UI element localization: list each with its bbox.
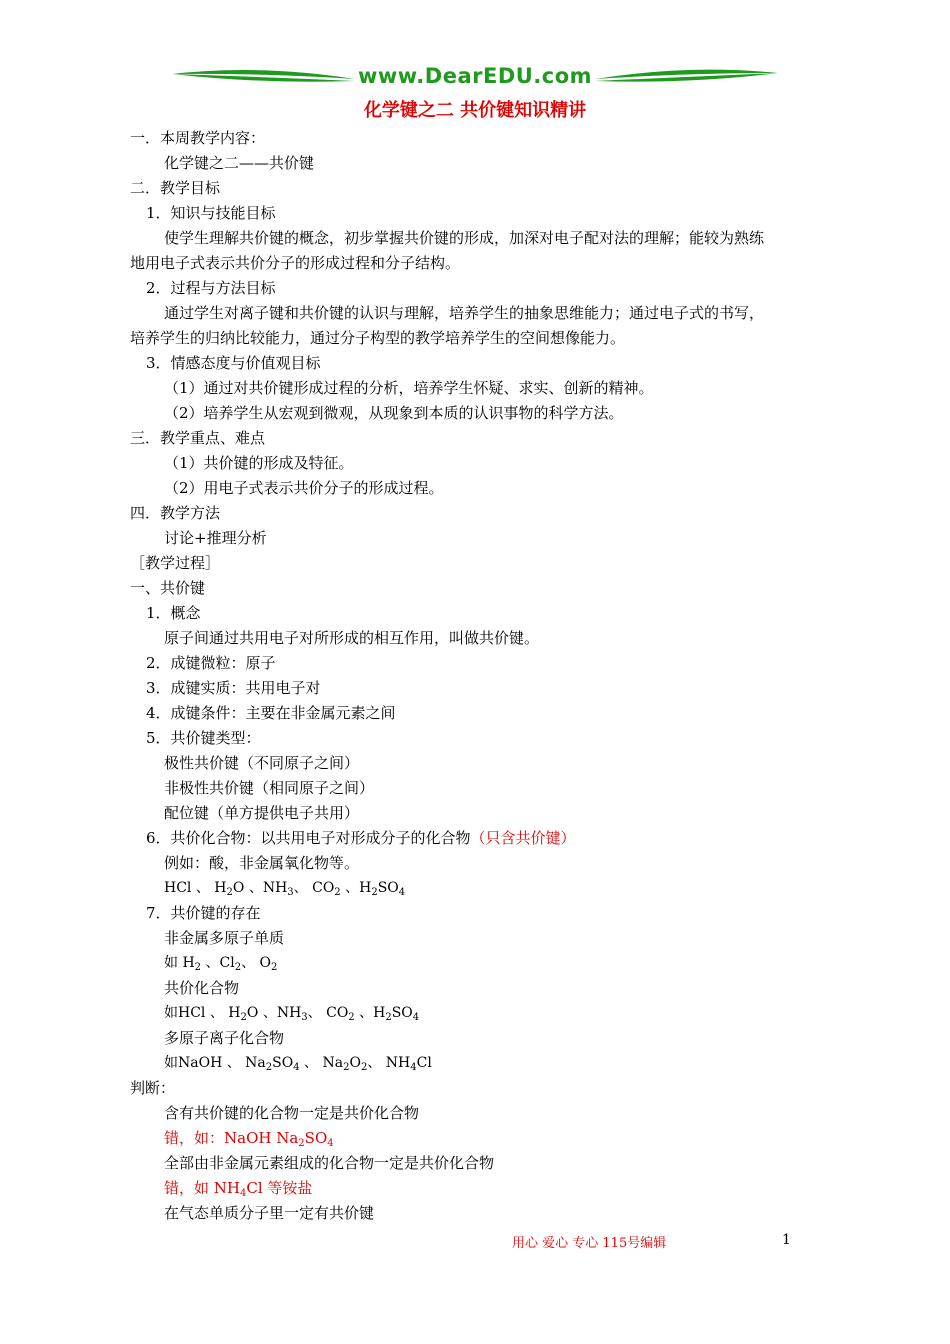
text-line: 通过学生对离子键和共价键的认识与理解，培养学生的抽象思维能力；通过电子式的书写， xyxy=(164,304,765,322)
formula-line: 如 $H_2$ 、$Cl_2$、 $O_2$ xyxy=(164,955,278,973)
section-heading: ［教学过程］ xyxy=(130,554,221,572)
text-line: （1）共价键的形成及特征。 xyxy=(164,454,354,472)
text-line: （1）通过对共价键形成过程的分析，培养学生怀疑、求实、创新的精神。 xyxy=(164,379,654,397)
footer-text: 用心 爱心 专心 115号编辑 xyxy=(512,1236,667,1251)
subsection-heading: 1．概念 xyxy=(146,604,201,622)
section-heading: 一．本周教学内容： xyxy=(130,129,266,147)
section-heading: 四．教学方法 xyxy=(130,504,221,522)
formula-text: 如 H xyxy=(164,955,195,971)
text-line: （2）用电子式表示共价分子的形成过程。 xyxy=(164,479,444,497)
text-line: 地用电子式表示共价分子的形成过程和分子结构。 xyxy=(130,254,461,272)
text-line: 非极性共价键（相同原子之间） xyxy=(164,779,375,797)
formula-text: HCl 、 H xyxy=(164,880,227,896)
site-url[interactable]: www.DearEDU.com xyxy=(357,64,593,88)
subsection-heading: 3．成键实质：共用电子对 xyxy=(146,679,321,697)
text-line: 讨论+推理分析 xyxy=(164,529,267,547)
text-line: 全部由非金属元素组成的化合物一定是共价化合物 xyxy=(164,1154,495,1172)
text-line: 例如：酸，非金属氧化物等。 xyxy=(164,854,360,872)
formula-line: 如NaOH 、 $Na_2SO_4$ 、 $Na_2O_2$、 $NH_4Cl$ xyxy=(164,1055,432,1073)
subsection-heading xyxy=(146,828,576,848)
answer-text: 错，如 NH xyxy=(164,1179,240,1197)
text-line: 含有共价键的化合物一定是共价化合物 xyxy=(164,1104,420,1122)
text-line: 在气态单质分子里一定有共价键 xyxy=(164,1204,375,1222)
text-line: 原子间通过共用电子对所形成的相互作用，叫做共价键。 xyxy=(164,629,540,647)
text-span: 6．共价化合物：以共用电子对形成分子的化合物 xyxy=(146,829,471,847)
section-heading: 三．教学重点、难点 xyxy=(130,429,266,447)
formula-text: 如NaOH 、 Na xyxy=(164,1055,266,1071)
subsection-heading: 5．共价键类型： xyxy=(146,729,261,747)
site-header xyxy=(170,62,780,92)
subsection-heading: 1．知识与技能目标 xyxy=(146,204,276,222)
text-line: 配位键（单方提供电子共用） xyxy=(164,804,360,822)
subsection-heading: 2．过程与方法目标 xyxy=(146,279,276,297)
text-line: 多原子离子化合物 xyxy=(164,1029,285,1047)
answer-line: 错，如 $NH_4Cl$ 等铵盐 xyxy=(164,1179,313,1199)
page-number: 1 xyxy=(782,1232,791,1248)
answer-line: 错，如：NaOH $Na_2SO_4$ xyxy=(164,1129,334,1149)
section-heading: 一、共价键 xyxy=(130,579,206,597)
section-heading: 二．教学目标 xyxy=(130,179,221,197)
subsection-heading: 3．情感态度与价值观目标 xyxy=(146,354,321,372)
formula-text: 如HCl 、 H xyxy=(164,1005,241,1021)
text-line: 化学键之二——共价键 xyxy=(164,154,315,172)
page-title: 化学键之二 共价键知识精讲 xyxy=(363,100,587,121)
formula-line: HCl 、 $H_2O$ 、$NH_3$、 $CO_2$ 、$H_2SO_4$ xyxy=(164,880,406,898)
answer-text: Cl 等铵盐 xyxy=(246,1179,313,1197)
subsection-heading: 4．成键条件：主要在非金属元素之间 xyxy=(146,704,396,722)
text-line: 使学生理解共价键的概念，初步掌握共价键的形成，加深对电子配对法的理解；能较为熟练 xyxy=(164,229,765,247)
text-line: （2）培养学生从宏观到微观，从现象到本质的认识事物的科学方法。 xyxy=(164,404,624,422)
formula-line: 如HCl 、 $H_2O$ 、$NH_3$、 $CO_2$ 、$H_2SO_4$ xyxy=(164,1005,420,1023)
answer-text: 错，如：NaOH Na xyxy=(164,1129,299,1147)
text-line: 培养学生的归纳比较能力，通过分子构型的教学培养学生的空间想像能力。 xyxy=(130,329,626,347)
text-line: 极性共价键（不同原子之间） xyxy=(164,754,360,772)
subsection-heading: 7．共价键的存在 xyxy=(146,904,261,922)
text-line: 非金属多原子单质 xyxy=(164,929,285,947)
highlight-text: （只含共价键） xyxy=(470,829,576,847)
text-line: 共价化合物 xyxy=(164,979,240,997)
section-heading: 判断： xyxy=(130,1079,176,1097)
subsection-heading: 2．成键微粒：原子 xyxy=(146,654,276,672)
